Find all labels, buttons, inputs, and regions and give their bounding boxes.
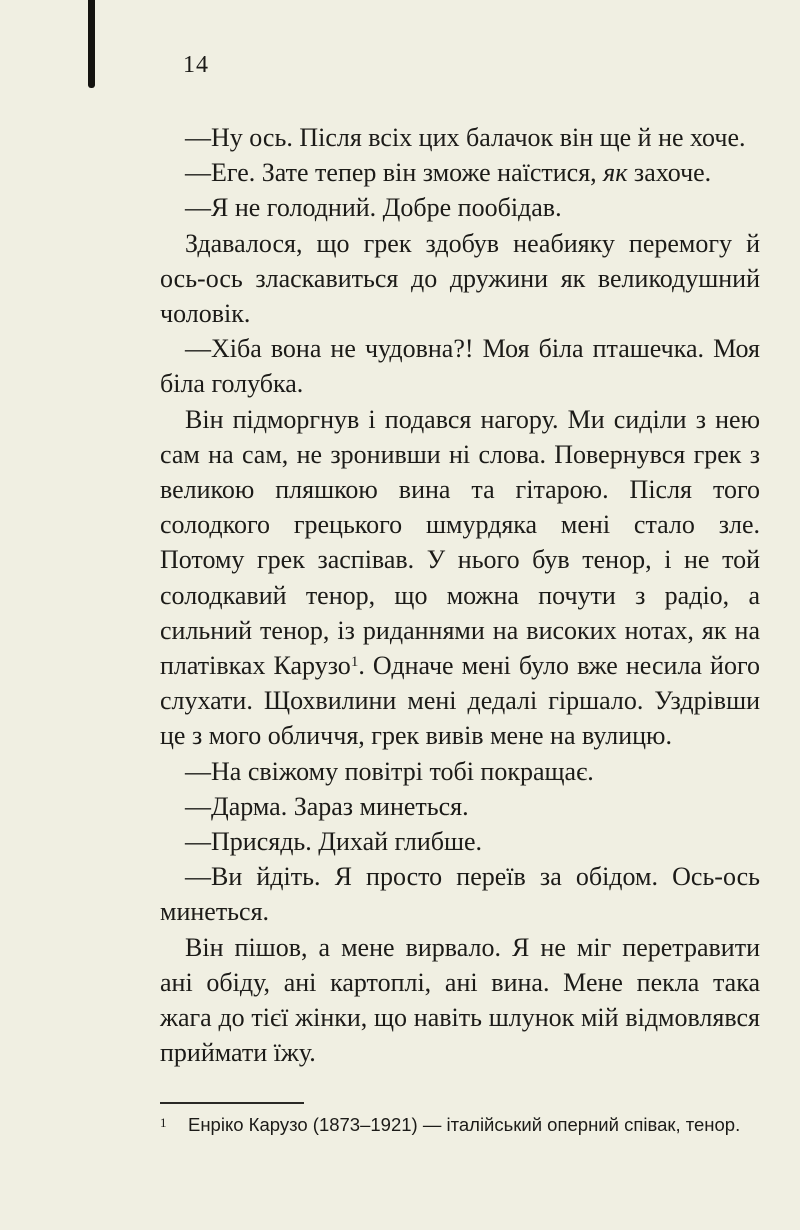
paragraph-6 [160,402,760,754]
paragraph-7: —На свіжому повітрі тобі покращає. [185,756,594,786]
paragraph-5: —Хіба вона не чудовна?! Моя біла пташечка. Моя біла голубка. [160,334,760,399]
paragraph-11: Він пішов, а мене вирвало. Я не міг перетравити ані обіду, ані картоплі, ані вина. Мене пекла така жага до тієї жінки, що навіть шлунок мій відмовлявся приймати їжу. [160,932,760,1068]
footnote-reference: 1 [350,654,359,671]
paragraph-8: —Дарма. Зараз минеться. [185,791,469,821]
paragraph-2-start: —Еге. Зате тепер він зможе наїстися, [185,158,604,188]
footnote-text: Енріко Карузо (1873–1921) — італійський оперний співак, тенор. [188,1114,741,1135]
footnote-marker: 1 [160,1115,167,1130]
page-number: 14 [183,52,209,78]
binding-edge-mark [88,0,95,88]
paragraph-10: —Ви йдіть. Я просто переїв за обідом. Ось-ось минеться. [160,862,760,927]
paragraph-1: —Ну ось. Після всіх цих балачок він ще й не хоче. [185,123,746,152]
paragraph-9: —Присядь. Дихай глибше. [185,827,483,857]
paragraph-2 [160,155,760,190]
paragraph-6-start: Він підморгнув і подався нагору. Ми сиділи з нею сам на сам, не зронивши ні слова. Повернувся грек з великою пляшкою вина та гітарою. Після того солодкого грецького шмурдяка мені стало зле. Потому грек заспівав. У нього був тенор, і не той солодкавий тенор, що можна почути з радіо, а сильний тенор, із риданнями на високих нотах, як на платівках Карузо [160,404,760,681]
footnote [160,1112,780,1138]
paragraph-2-end: захоче. [627,158,712,188]
paragraph-3: —Я не голодний. Добре пообідав. [185,193,562,223]
paragraph-2-italic: як [603,158,628,188]
paragraph-4: Здавалося, що грек здобув неабияку перемогу й ось-ось зласкавиться до дружини як великодушний чоловік. [160,228,760,329]
body-text [160,120,760,1070]
paragraph-6-end: . Одначе мені було вже несила його слухати. Щохвилини мені дедалі гіршало. Уздрівши це з мого обличчя, грек вивів мене на вулицю. [160,651,760,751]
footnote-divider [160,1102,304,1104]
